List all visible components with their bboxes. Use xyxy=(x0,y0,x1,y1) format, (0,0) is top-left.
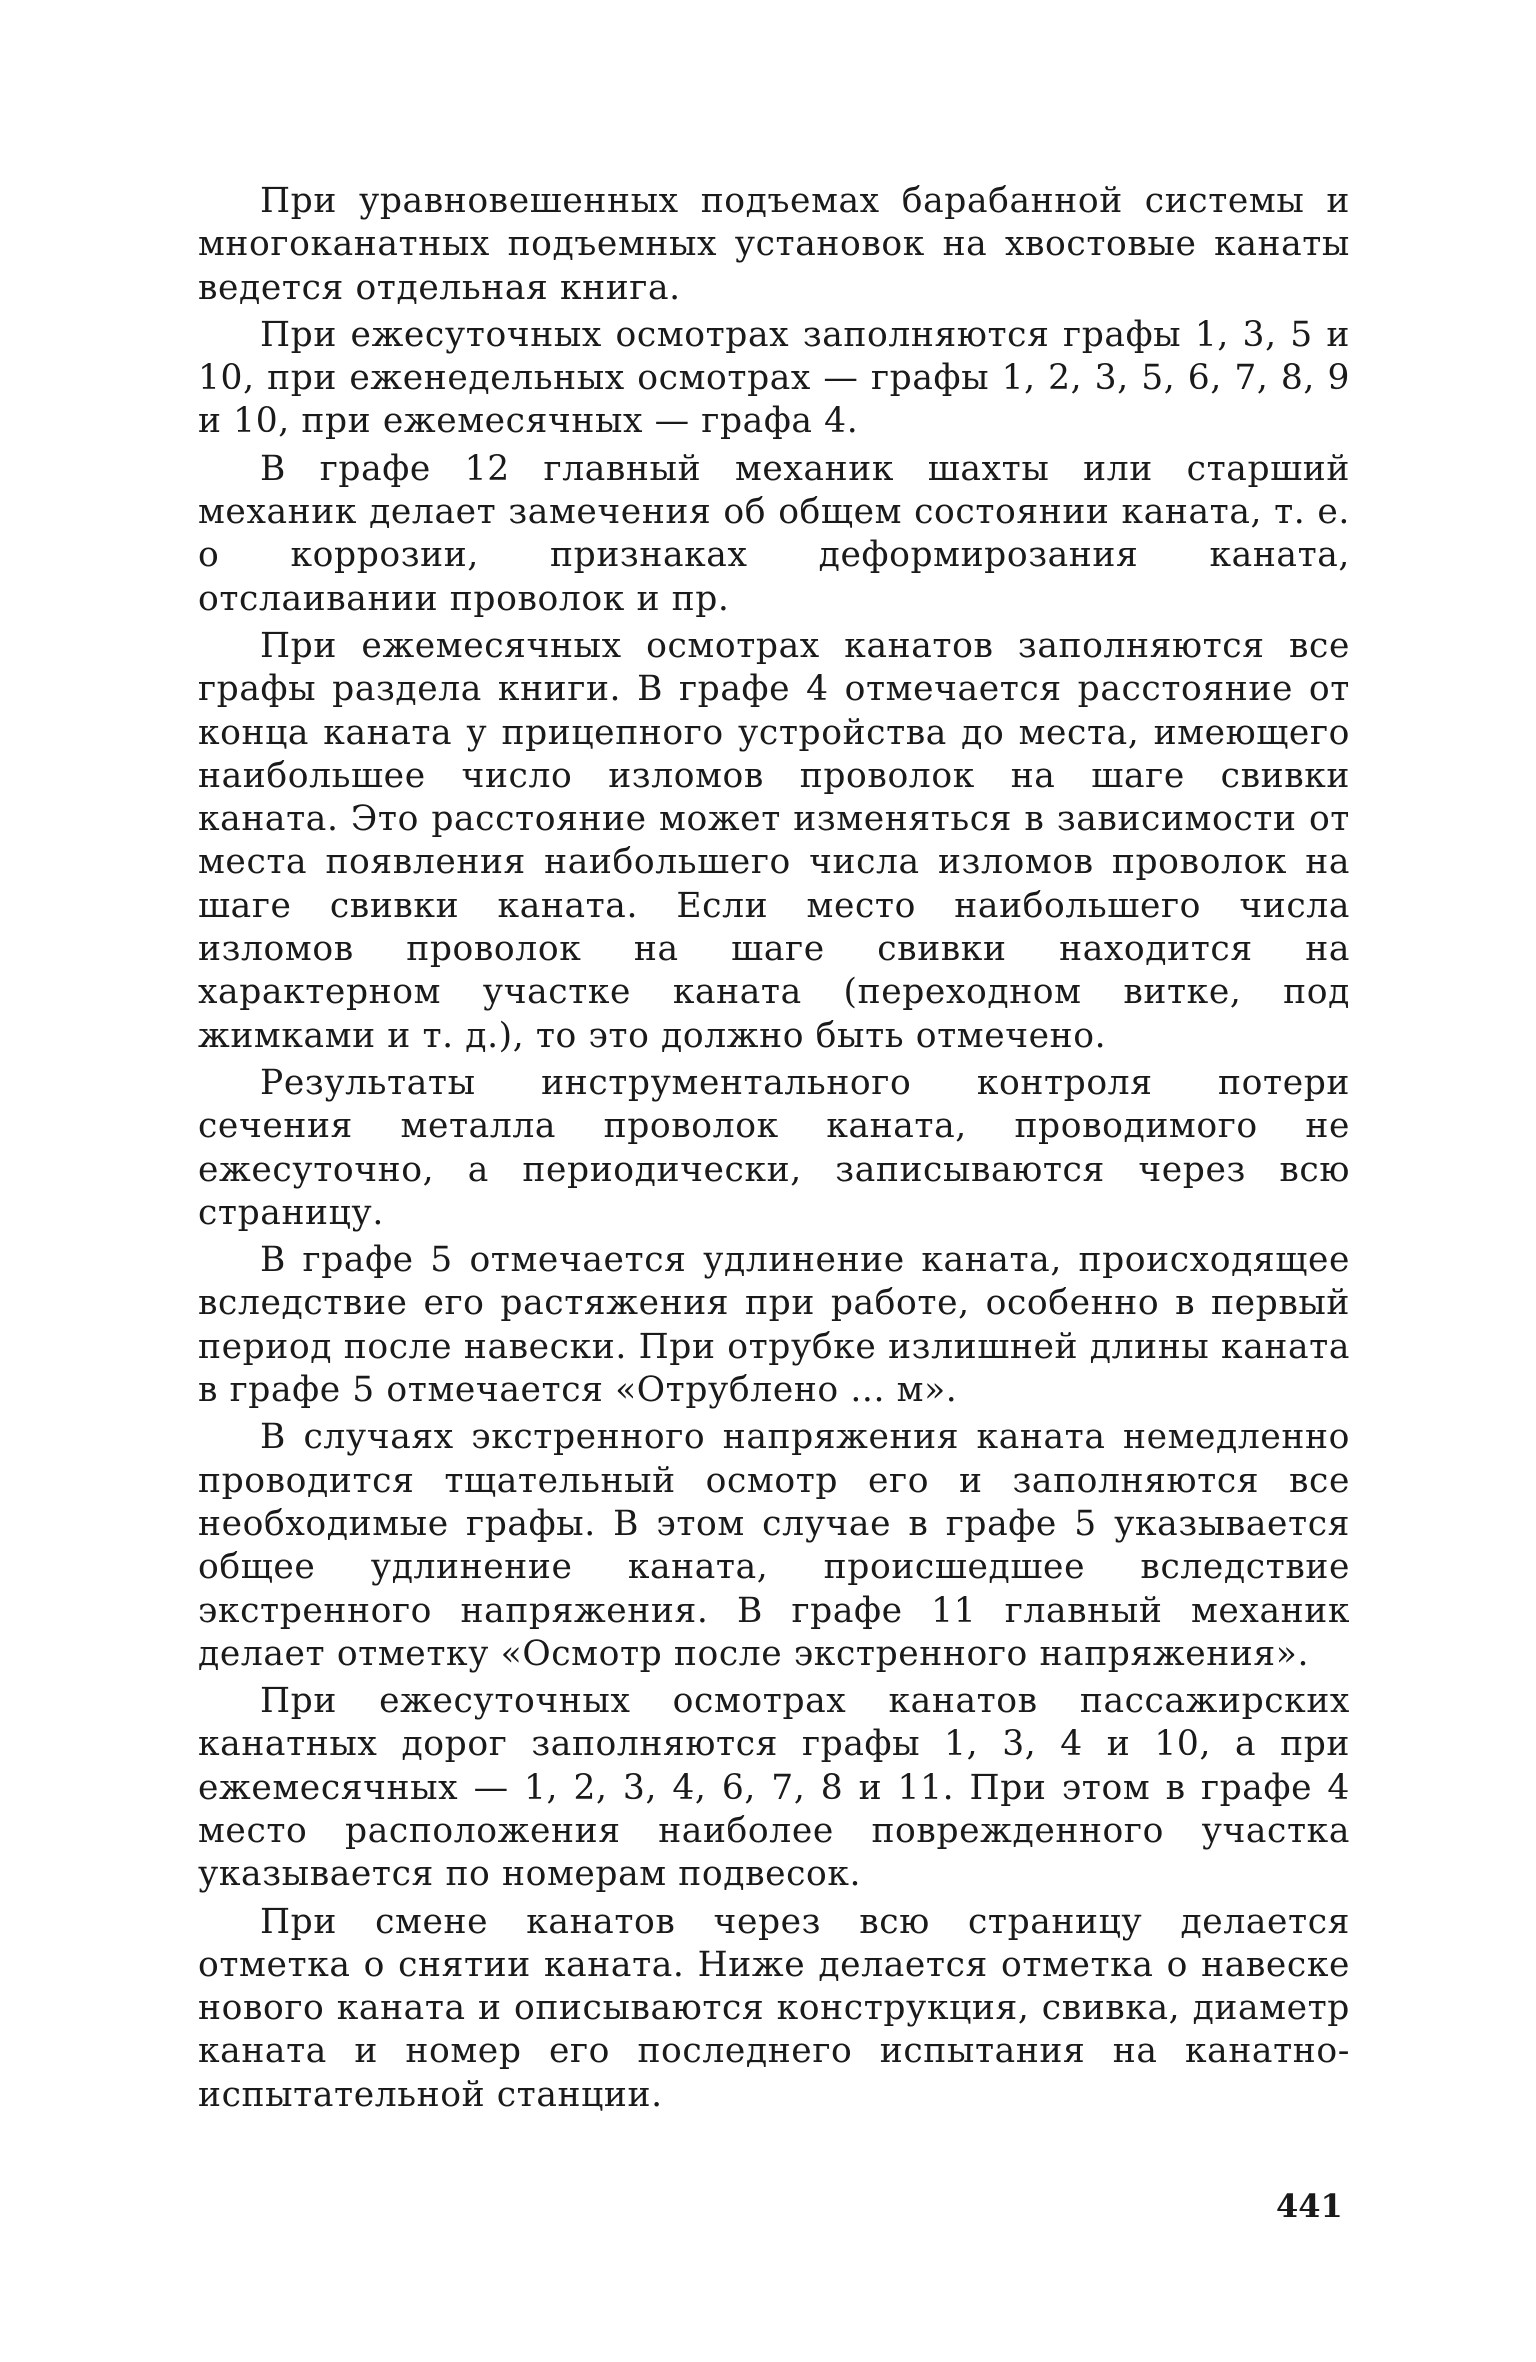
paragraph: В графе 12 главный механик шахты или старший механик делает замечения об общем состоянии каната, т. е. о коррозии, признаках деформирозания каната, отслаивании проволок и пр. xyxy=(198,448,1350,619)
paragraph: В случаях экстренного напряжения каната немедленно проводится тщательный осмотр его и заполняются все необходимые графы. В этом случае в графе 5 указывается общее удлинение каната, происшедшее вследствие экстренного напряжения. В графе 11 главный механик делает отметку «Осмотр после экстренного напряжения». xyxy=(198,1417,1350,1674)
paragraph: При ежесуточных осмотрах канатов пассажирских канатных дорог заполняются графы 1, 3, 4 и 10, а при ежемесячных — 1, 2, 3, 4, 6, 7, 8 и 11. При этом в графе 4 место расположения наиболее поврежденного участка указывается по номерам подвесок. xyxy=(198,1681,1350,1895)
paragraph: При смене канатов через всю страницу делается отметка о снятии каната. Ниже делается отметка о навеске нового каната и описываются конструкция, свивка, диаметр каната и номер его последнего испытания на канатно-испытательной станции. xyxy=(198,1901,1350,2115)
paragraph: В графе 5 отмечается удлинение каната, происходящее вследствие его растяжения при работе, особенно в первый период после навески. При отрубке излишней длины каната в графе 5 отмечается «Отрублено ... м». xyxy=(198,1240,1350,1411)
page-body xyxy=(198,180,1350,2121)
paragraph: При ежесуточных осмотрах заполняются графы 1, 3, 5 и 10, при еженедельных осмотрах — графы 1, 2, 3, 5, 6, 7, 8, 9 и 10, при ежемесячных — графа 4. xyxy=(198,314,1350,442)
paragraph: Результаты инструментального контроля потери сечения металла проволок каната, проводимого не ежесуточно, а периодически, записываются через всю страницу. xyxy=(198,1062,1350,1233)
paragraph: При уравновешенных подъемах барабанной системы и многоканатных подъемных установок на хвостовые канаты ведется отдельная книга. xyxy=(198,181,1350,308)
page-number: 441 xyxy=(1276,2187,1343,2225)
paragraph: При ежемесячных осмотрах канатов заполняются все графы раздела книги. В графе 4 отмечается расстояние от конца каната у прицепного устройства до места, имеющего наибольшее число изломов проволок на шаге свивки каната. Это расстояние может изменяться в зависимости от места появления наибольшего числа изломов проволок на шаге свивки каната. Если место наибольшего числа изломов проволок на шаге свивки находится на характерном участке каната (переходном витке, под жимками и т. д.), то это должно быть отмечено. xyxy=(198,625,1350,1056)
